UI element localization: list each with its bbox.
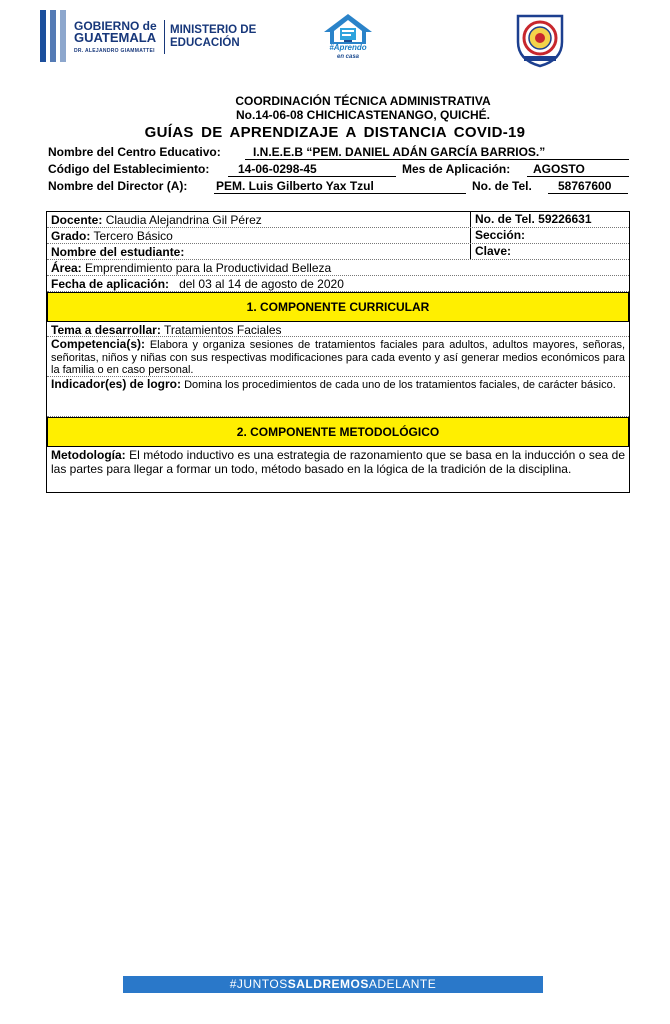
footer-banner xyxy=(123,976,543,993)
mes-value: AGOSTO xyxy=(527,162,629,177)
indicador-row xyxy=(47,377,629,417)
tema-value: Tratamientos Faciales xyxy=(163,323,282,337)
aprendo-text xyxy=(320,44,376,61)
grado-row xyxy=(47,228,629,244)
gobierno-guatemala-logo xyxy=(40,10,265,62)
section1-header: 1. COMPONENTE CURRICULAR xyxy=(47,292,629,322)
estudiante-row xyxy=(47,244,629,260)
metodologia-value: El método inductivo es una estrategia de razonamiento que se basa en la inducción o sea de las partes para llegar a formar un todo, método basado en la lógica de la tradición de la disciplina. xyxy=(51,448,625,476)
tel-label: No. de Tel. xyxy=(472,179,532,193)
ministerio-text xyxy=(170,24,256,50)
aprendo-line1: #Aprendo xyxy=(329,43,367,52)
section2-header: 2. COMPONENTE METODOLÓGICO xyxy=(47,417,629,447)
director-label: Nombre del Director (A): xyxy=(48,179,188,193)
gobierno-text xyxy=(74,20,157,57)
ministerio-line1: MINISTERIO DE xyxy=(170,24,257,36)
gobierno-sub: DR. ALEJANDRO GIAMMATTEI xyxy=(74,48,155,54)
tema-label: Tema a desarrollar: xyxy=(51,323,161,337)
director-value: PEM. Luis Gilberto Yax Tzul xyxy=(214,179,466,194)
tema-row xyxy=(47,322,629,337)
centro-value: I.N.E.E.B “PEM. DANIEL ADÁN GARCÍA BARRIOS.” xyxy=(245,145,629,160)
footer-part1: #JUNTOS xyxy=(229,977,288,991)
flag-bars-icon xyxy=(40,10,66,62)
fecha-value: del 03 al 14 de agosto de 2020 xyxy=(179,277,344,291)
footer-part3: ADELANTE xyxy=(368,977,437,991)
tel-value: 58767600 xyxy=(548,179,628,194)
indicador-value: Domina los procedimientos de cada uno de los tratamientos faciales, de carácter básico. xyxy=(184,379,616,391)
numero-title: No.14-06-08 CHICHICASTENANGO, QUICHÉ. xyxy=(235,108,491,122)
docente-tel-value: 59226631 xyxy=(538,212,592,226)
ministerio-line2: EDUCACIÓN xyxy=(170,37,240,49)
guia-title: GUÍAS DE APRENDIZAJE A DISTANCIA COVID-19 xyxy=(144,124,526,141)
guide-table xyxy=(46,211,630,493)
docente-label: Docente: xyxy=(51,213,103,227)
footer-part2: SALDREMOS xyxy=(287,977,369,991)
docente-value: Claudia Alejandrina Gil Pérez xyxy=(105,213,262,227)
aprendo-line2: en casa xyxy=(336,54,360,60)
indicador-label: Indicador(es) de logro: xyxy=(51,377,182,391)
docente-row xyxy=(47,212,629,228)
docente-tel-label: No. de Tel. xyxy=(475,212,535,226)
estudiante-label: Nombre del estudiante: xyxy=(51,245,185,259)
centro-label: Nombre del Centro Educativo: xyxy=(48,145,221,159)
codigo-value: 14-06-0298-45 xyxy=(228,162,396,177)
logo-divider xyxy=(164,20,165,54)
metodologia-row xyxy=(47,447,629,492)
fecha-label: Fecha de aplicación: xyxy=(51,277,170,291)
seccion-label: Sección: xyxy=(475,228,526,242)
school-seal-icon xyxy=(514,12,566,68)
gobierno-line1: GOBIERNO de xyxy=(74,19,157,33)
aprendo-en-casa-logo xyxy=(320,12,376,64)
house-icon xyxy=(320,12,376,46)
metodologia-label: Metodología: xyxy=(51,448,126,462)
fecha-row xyxy=(47,276,629,292)
area-label: Área: xyxy=(51,261,82,275)
codigo-label: Código del Establecimiento: xyxy=(48,162,210,176)
competencia-value: Elabora y organiza sesiones de tratamientos faciales para adultos, adultos mayores, señoras, señoritas, niños y niñas con sus respectivas modificaciones para cada evento y así generar medios económicos para la familia o en caso personal. xyxy=(51,339,626,376)
clave-label: Clave: xyxy=(475,244,512,258)
section1-row xyxy=(47,292,629,322)
area-value: Emprendimiento para la Productividad Belleza xyxy=(85,261,332,275)
mes-label: Mes de Aplicación: xyxy=(402,162,511,176)
grado-label: Grado: xyxy=(51,229,91,243)
section2-row xyxy=(47,417,629,447)
area-row xyxy=(47,260,629,276)
grado-value: Tercero Básico xyxy=(93,229,173,243)
competencia-label: Competencia(s): xyxy=(51,337,146,351)
gobierno-line2: GUATEMALA xyxy=(74,30,157,45)
competencia-row xyxy=(47,337,629,377)
coordinacion-title: COORDINACIÓN TÉCNICA ADMINISTRATIVA xyxy=(235,94,491,108)
